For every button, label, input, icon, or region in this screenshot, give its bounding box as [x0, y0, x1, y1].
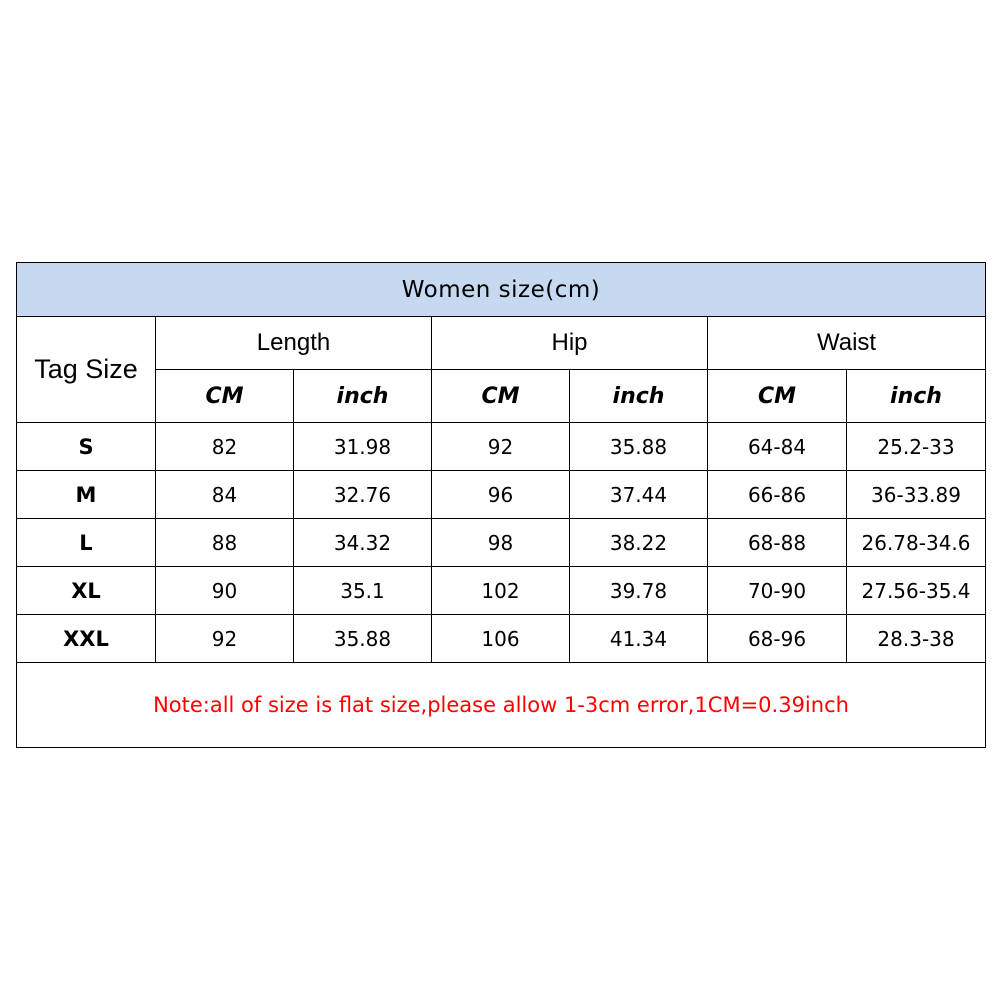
group-header-row	[17, 317, 986, 370]
table-row	[17, 471, 986, 519]
unit-header: inch	[847, 370, 986, 423]
size-label: XXL	[17, 615, 156, 663]
table-cell: 31.98	[294, 423, 432, 471]
table-row	[17, 567, 986, 615]
group-header-length: Length	[156, 317, 432, 370]
table-row	[17, 615, 986, 663]
tag-size-header: Tag Size	[17, 317, 156, 423]
table-cell: 37.44	[570, 471, 708, 519]
table-cell: 68-96	[708, 615, 847, 663]
unit-header-row	[17, 370, 986, 423]
table-cell: 36-33.89	[847, 471, 986, 519]
table-row	[17, 423, 986, 471]
table-cell: 96	[432, 471, 570, 519]
table-cell: 84	[156, 471, 294, 519]
size-label: S	[17, 423, 156, 471]
table-cell: 26.78-34.6	[847, 519, 986, 567]
table-cell: 106	[432, 615, 570, 663]
table-cell: 98	[432, 519, 570, 567]
unit-header: CM	[156, 370, 294, 423]
table-cell: 82	[156, 423, 294, 471]
unit-header: CM	[708, 370, 847, 423]
table-cell: 90	[156, 567, 294, 615]
table-cell: 88	[156, 519, 294, 567]
size-label: XL	[17, 567, 156, 615]
table-row	[17, 519, 986, 567]
unit-header: inch	[570, 370, 708, 423]
table-cell: 41.34	[570, 615, 708, 663]
table-cell: 35.88	[570, 423, 708, 471]
group-header-hip: Hip	[432, 317, 708, 370]
table-title: Women size(cm)	[17, 263, 986, 317]
table-cell: 25.2-33	[847, 423, 986, 471]
table-cell: 92	[432, 423, 570, 471]
size-chart-table	[16, 262, 986, 748]
table-cell: 35.88	[294, 615, 432, 663]
table-cell: 70-90	[708, 567, 847, 615]
table-cell: 38.22	[570, 519, 708, 567]
table-cell: 39.78	[570, 567, 708, 615]
table-cell: 92	[156, 615, 294, 663]
table-cell: 102	[432, 567, 570, 615]
table-cell: 35.1	[294, 567, 432, 615]
table-cell: 68-88	[708, 519, 847, 567]
table-cell: 27.56-35.4	[847, 567, 986, 615]
size-label: M	[17, 471, 156, 519]
table-cell: 28.3-38	[847, 615, 986, 663]
table-cell: 64-84	[708, 423, 847, 471]
title-row	[17, 263, 986, 317]
table-cell: 32.76	[294, 471, 432, 519]
table-cell: 66-86	[708, 471, 847, 519]
table-cell: 34.32	[294, 519, 432, 567]
unit-header: CM	[432, 370, 570, 423]
unit-header: inch	[294, 370, 432, 423]
size-label: L	[17, 519, 156, 567]
note-row	[17, 663, 986, 748]
note-text: Note:all of size is flat size,please allow 1-3cm error,1CM=0.39inch	[17, 663, 986, 748]
group-header-waist: Waist	[708, 317, 986, 370]
